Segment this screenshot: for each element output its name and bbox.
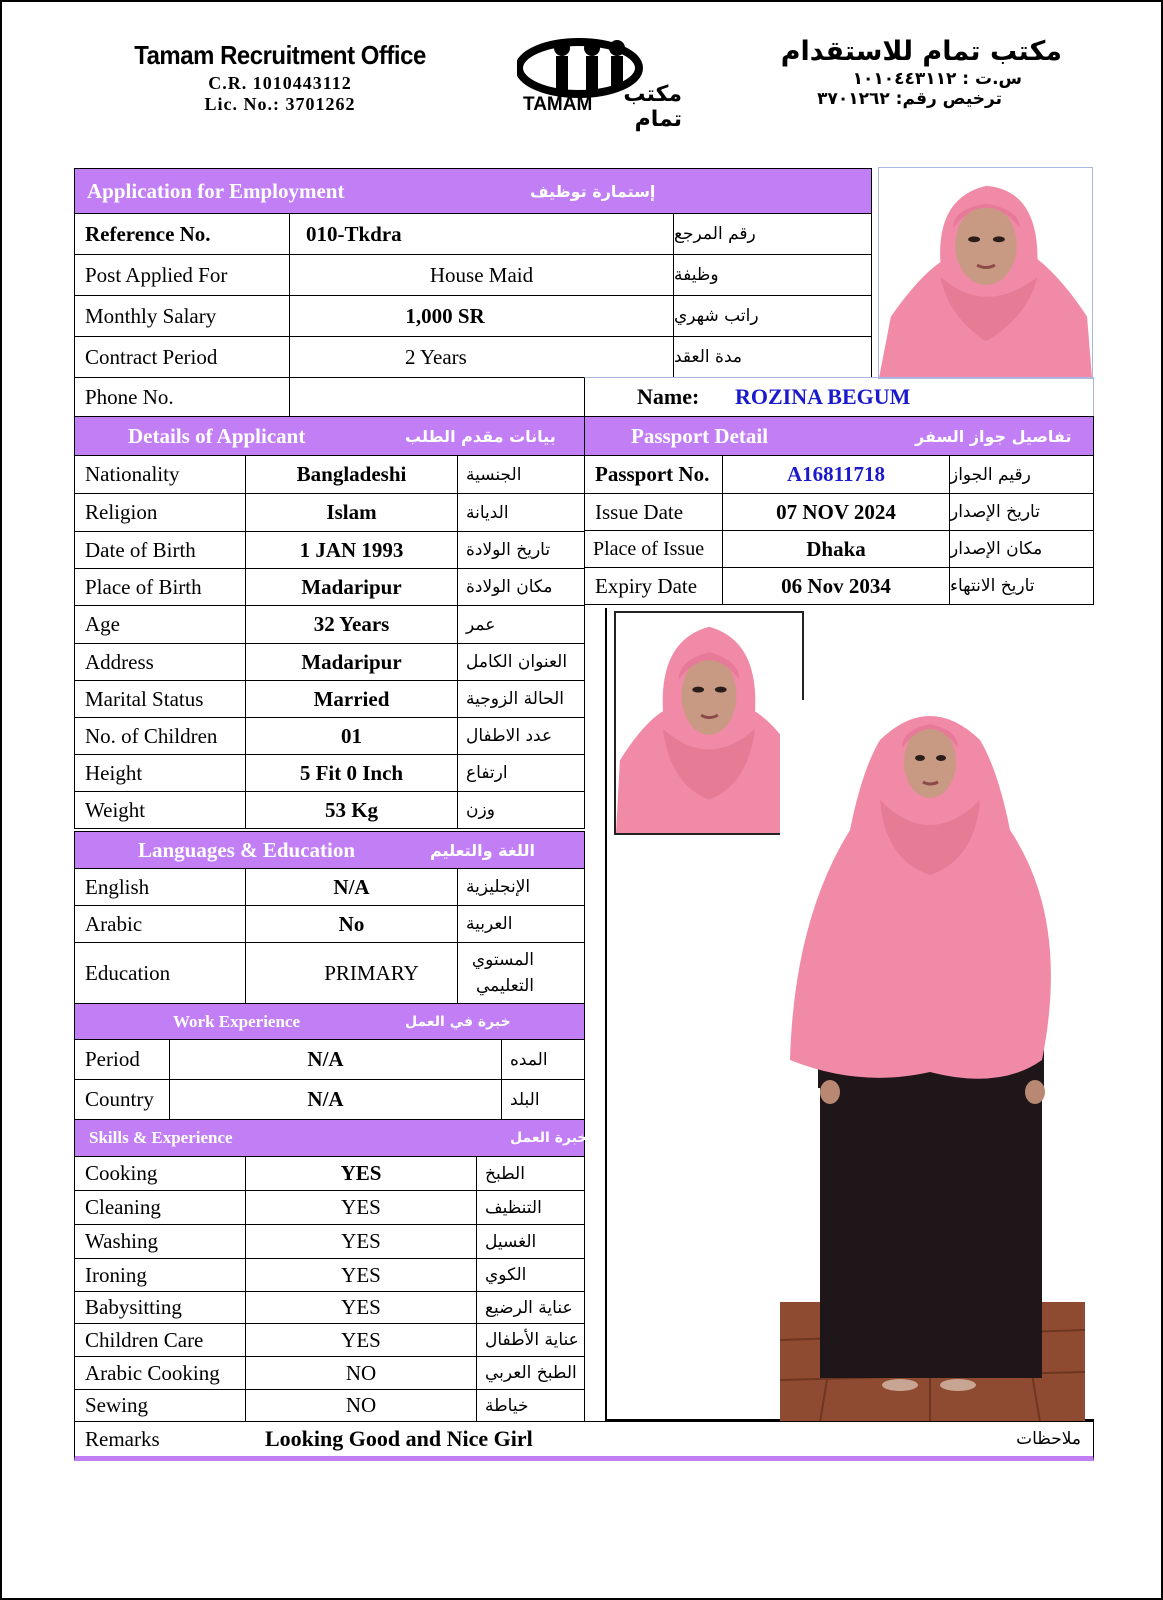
remarks-label: Remarks — [85, 1426, 160, 1451]
place-of-birth-label: Place of Birth — [74, 568, 246, 606]
nationality-label-ar: الجنسية — [457, 455, 585, 494]
cooking-label: Cooking — [74, 1156, 246, 1191]
phone-value — [289, 377, 585, 417]
skills-title-en: Skills & Experience — [89, 1128, 233, 1147]
languages-title-band — [74, 831, 585, 869]
post-label-ar: وظيفة — [673, 254, 872, 296]
place-of-birth-value: Madaripur — [245, 568, 458, 606]
contract-value: 2 Years — [289, 336, 674, 378]
languages-title-en: Languages & Education — [138, 837, 356, 862]
expiry-date-value: 06 Nov 2034 — [722, 567, 950, 605]
arabic-label-ar: العربية — [457, 905, 585, 943]
arabic-cooking-label: Arabic Cooking — [74, 1356, 246, 1390]
height-label: Height — [74, 754, 246, 792]
ironing-value: YES — [245, 1258, 477, 1292]
name-label: Name: — [637, 384, 700, 409]
weight-value: 53 Kg — [245, 791, 458, 829]
period-value: N/A — [169, 1039, 502, 1080]
company-header-en — [120, 40, 440, 115]
english-value: N/A — [245, 868, 458, 906]
place-of-issue-label: Place of Issue — [584, 530, 723, 568]
age-value: 32 Years — [245, 605, 458, 644]
photo-panel-divider — [605, 608, 607, 1420]
cleaning-label-ar: التنظيف — [476, 1190, 585, 1225]
nationality-value: Bangladeshi — [245, 455, 458, 494]
application-title-band — [74, 168, 872, 214]
cooking-label-ar: الطبخ — [476, 1156, 585, 1191]
license-number-ar: ترخيص رقم: ٣٧٠١٢٦٢ — [817, 89, 1002, 109]
post-value: House Maid — [289, 254, 674, 296]
washing-label-ar: الغسيل — [476, 1224, 585, 1259]
applicant-title-band — [74, 416, 585, 456]
phone-label: Phone No. — [74, 377, 290, 417]
place-of-issue-value: Dhaka — [722, 530, 950, 568]
arabic-value: No — [245, 905, 458, 943]
marital-status-value: Married — [245, 680, 458, 718]
expiry-date-label-ar: تاريخ الانتهاء — [949, 567, 1094, 605]
cr-number-en: C.R. 1010443112 — [208, 73, 352, 93]
applicant-headshot-photo — [878, 167, 1093, 379]
ironing-label: Ironing — [74, 1258, 246, 1292]
country-label: Country — [74, 1079, 170, 1120]
passport-title-band — [584, 416, 1094, 456]
marital-status-label: Marital Status — [74, 680, 246, 718]
weight-label-ar: وزن — [457, 791, 585, 829]
applicant-passport-photo — [614, 611, 804, 835]
religion-value: Islam — [245, 493, 458, 532]
place-of-issue-label-ar: مكان الإصدار — [949, 530, 1094, 568]
date-of-birth-label-ar: تاريخ الولادة — [457, 531, 585, 569]
place-of-birth-label-ar: مكان الولادة — [457, 568, 585, 606]
address-label-ar: العنوان الكامل — [457, 643, 585, 681]
skills-title-ar: خبرة العمل — [510, 1130, 588, 1146]
arabic-label: Arabic — [74, 905, 246, 943]
sewing-value: NO — [245, 1389, 477, 1422]
children-care-label: Children Care — [74, 1323, 246, 1357]
ironing-label-ar: الكوي — [476, 1258, 585, 1292]
country-value: N/A — [169, 1079, 502, 1120]
logo-text-en: TAMAM — [523, 94, 593, 115]
washing-value: YES — [245, 1224, 477, 1259]
company-name-ar: مكتب تمام للاستقدام — [780, 36, 1062, 67]
children-label: No. of Children — [74, 717, 246, 755]
babysitting-value: YES — [245, 1291, 477, 1324]
logo-text-ar: مكتب تمام — [623, 82, 682, 132]
sewing-label-ar: خياطة — [476, 1389, 585, 1422]
name-value: ROZINA BEGUM — [735, 384, 911, 409]
cleaning-value: YES — [245, 1190, 477, 1225]
salary-label: Monthly Salary — [74, 295, 290, 337]
marital-status-label-ar: الحالة الزوجية — [457, 680, 585, 718]
reference-label: Reference No. — [74, 213, 290, 255]
children-care-label-ar: عناية الأطفال — [476, 1323, 585, 1357]
cr-number-ar: س.ت : ١٠١٠٤٤٣١١٢ — [852, 69, 1022, 89]
reference-value: 010-Tkdra — [289, 213, 674, 255]
passport-no-value: A16811718 — [722, 455, 950, 494]
date-of-birth-label: Date of Birth — [74, 531, 246, 569]
children-care-value: YES — [245, 1323, 477, 1357]
height-value: 5 Fit 0 Inch — [245, 754, 458, 792]
expiry-date-label: Expiry Date — [584, 567, 723, 605]
remarks-value: Looking Good and Nice Girl — [265, 1426, 533, 1451]
education-value: PRIMARY — [245, 942, 458, 1004]
period-label: Period — [74, 1039, 170, 1080]
languages-title-ar: اللغة والتعليم — [430, 840, 535, 860]
religion-label-ar: الديانة — [457, 493, 585, 532]
sewing-label: Sewing — [74, 1389, 246, 1422]
name-row — [584, 377, 1094, 417]
age-label-ar: عمر — [457, 605, 585, 644]
issue-date-label-ar: تاريخ الإصدار — [949, 493, 1094, 531]
issue-date-label: Issue Date — [584, 493, 723, 531]
post-label: Post Applied For — [74, 254, 290, 296]
contract-label: Contract Period — [74, 336, 290, 378]
issue-date-value: 07 NOV 2024 — [722, 493, 950, 531]
arabic-cooking-value: NO — [245, 1356, 477, 1390]
application-title-ar: إستمارة توظيف — [530, 181, 656, 201]
salary-value: 1,000 SR — [289, 295, 600, 337]
remarks-label-ar: ملاحظات — [1016, 1429, 1081, 1449]
license-number-en: Lic. No.: 3701262 — [204, 94, 356, 114]
passport-no-label: Passport No. — [584, 455, 723, 494]
work-title-ar: خبرة في العمل — [405, 1013, 511, 1030]
children-label-ar: عدد الاطفال — [457, 717, 585, 755]
applicant-full-body-photo — [780, 700, 1085, 1422]
work-title-band — [74, 1003, 585, 1040]
religion-label: Religion — [74, 493, 246, 532]
passport-no-label-ar: رقيم الجواز — [949, 455, 1094, 494]
cleaning-label: Cleaning — [74, 1190, 246, 1225]
age-label: Age — [74, 605, 246, 644]
country-label-ar: البلد — [501, 1079, 585, 1120]
passport-title-ar: تفاصيل جواز السفر — [915, 426, 1072, 446]
nationality-label: Nationality — [74, 455, 246, 494]
application-title-en: Application for Employment — [87, 178, 345, 203]
skills-title-band — [74, 1119, 588, 1157]
education-label: Education — [74, 942, 246, 1004]
english-label-ar: الإنجليزية — [457, 868, 585, 906]
company-name-en: Tamam Recruitment Office — [134, 40, 426, 70]
babysitting-label: Babysitting — [74, 1291, 246, 1324]
reference-label-ar: رقم المرجع — [673, 213, 872, 255]
passport-title-en: Passport Detail — [631, 423, 769, 448]
date-of-birth-value: 1 JAN 1993 — [245, 531, 458, 569]
salary-label-ar: راتب شهري — [673, 295, 872, 337]
education-label-ar: المستوي التعليمي — [457, 942, 585, 1004]
remarks-row — [74, 1421, 1094, 1461]
washing-label: Washing — [74, 1224, 246, 1259]
applicant-title-en: Details of Applicant — [128, 423, 306, 448]
company-logo — [517, 38, 692, 132]
period-label-ar: المده — [501, 1039, 585, 1080]
work-title-en: Work Experience — [173, 1011, 301, 1031]
arabic-cooking-label-ar: الطبخ العربي — [476, 1356, 585, 1390]
babysitting-label-ar: عناية الرضيع — [476, 1291, 585, 1324]
children-value: 01 — [245, 717, 458, 755]
address-label: Address — [74, 643, 246, 681]
cooking-value: YES — [245, 1156, 477, 1191]
height-label-ar: ارتفاع — [457, 754, 585, 792]
applicant-title-ar: بيانات مقدم الطلب — [405, 426, 556, 446]
weight-label: Weight — [74, 791, 246, 829]
english-label: English — [74, 868, 246, 906]
company-header-ar — [762, 36, 1062, 109]
contract-label-ar: مدة العقد — [673, 336, 872, 378]
address-value: Madaripur — [245, 643, 458, 681]
